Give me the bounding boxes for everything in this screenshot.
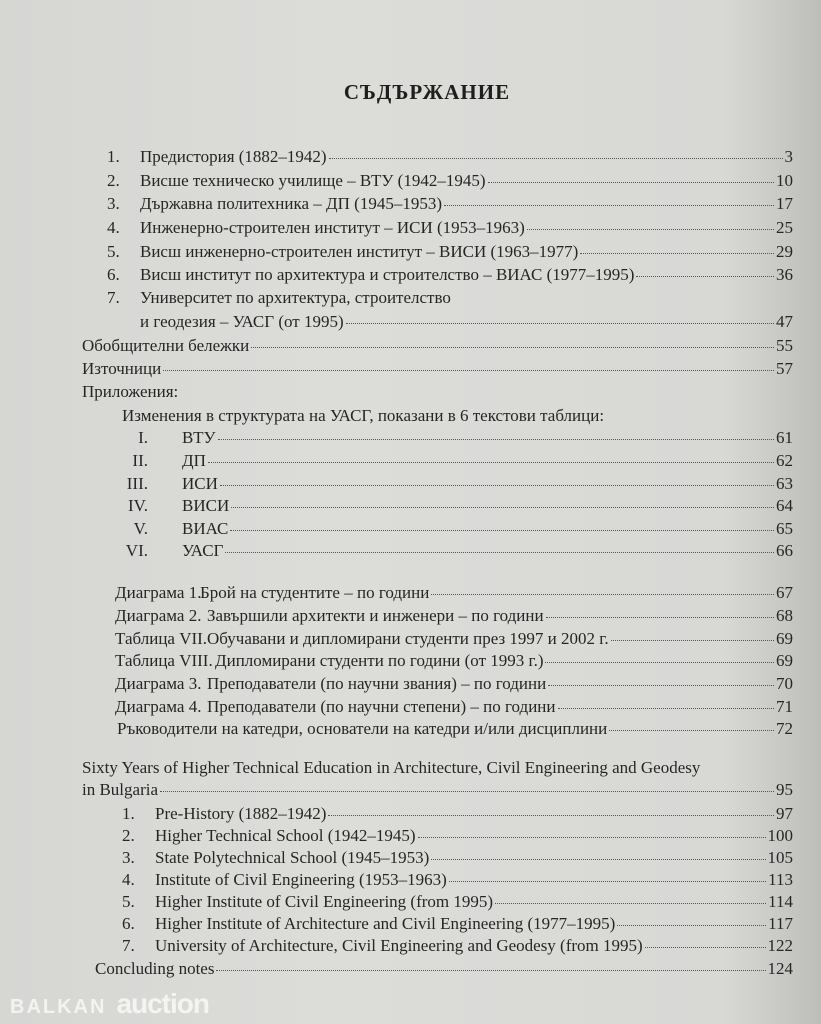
toc-entry xyxy=(117,719,793,739)
entry-label: ИСИ xyxy=(182,474,218,493)
entry-page: 114 xyxy=(768,892,793,911)
leader-dots xyxy=(495,903,766,904)
entry-number: 3. xyxy=(107,194,120,213)
entry-label: и геодезия – УАСГ (от 1995) xyxy=(140,312,344,331)
entry-number: IV. xyxy=(128,496,148,515)
leader-dots xyxy=(231,507,774,508)
entry-page: 55 xyxy=(776,336,793,355)
leader-dots xyxy=(328,815,774,816)
appendices-heading: Приложения: xyxy=(82,382,179,401)
entry-number: V. xyxy=(133,519,148,538)
toc-entry xyxy=(110,474,793,494)
toc-entry xyxy=(110,496,793,516)
entry-number: 3. xyxy=(122,848,135,867)
entry-label: Преподаватели (по научни звания) – по години xyxy=(207,674,547,693)
toc-entry xyxy=(122,936,793,956)
leader-dots xyxy=(346,323,774,324)
entry-label: Higher Technical School (1942–1945) xyxy=(155,826,416,845)
toc-entry xyxy=(122,892,793,912)
toc-entry-notes xyxy=(82,336,793,356)
leader-dots xyxy=(548,685,774,686)
entry-label: Дипломирани студенти по години (от 1993 г.) xyxy=(215,651,544,670)
entry-label: Concluding notes xyxy=(95,959,215,978)
entry-number: Таблица VIII. xyxy=(115,651,213,670)
entry-number: 6. xyxy=(107,265,120,284)
leader-dots xyxy=(609,730,774,731)
entry-number: Диаграма 1. xyxy=(115,583,202,602)
entry-page: 117 xyxy=(768,914,793,933)
entry-number: II. xyxy=(132,451,148,470)
entry-page: 122 xyxy=(767,936,793,955)
toc-entry xyxy=(110,541,793,561)
entry-page: 71 xyxy=(776,697,793,716)
entry-page: 3 xyxy=(784,147,793,166)
entry-label: Предистория (1882–1942) xyxy=(140,147,327,166)
toc-entry xyxy=(110,519,793,539)
entry-label: Висше техническо училище – ВТУ (1942–1945) xyxy=(140,171,486,190)
leader-dots xyxy=(230,530,774,531)
leader-dots xyxy=(220,485,774,486)
toc-entry xyxy=(107,171,793,191)
toc-entry xyxy=(122,826,793,846)
entry-page: 70 xyxy=(776,674,793,693)
entry-page: 17 xyxy=(776,194,793,213)
entry-label: Institute of Civil Engineering (1953–1963) xyxy=(155,870,447,889)
entry-page: 69 xyxy=(776,651,793,670)
leader-dots xyxy=(163,370,774,371)
entry-label: Ръководители на катедри, основатели на катедри и/или дисциплини xyxy=(117,719,608,738)
watermark-logo xyxy=(10,988,209,1020)
toc-entry xyxy=(107,218,793,238)
entry-page: 62 xyxy=(776,451,793,470)
entry-page: 72 xyxy=(776,719,793,738)
leader-dots xyxy=(329,158,783,159)
entry-page: 36 xyxy=(776,265,793,284)
entry-label: Обучавани и дипломирани студенти през 1997 и 2002 г. xyxy=(207,629,609,648)
toc-entry xyxy=(122,848,793,868)
entry-page: 113 xyxy=(768,870,793,889)
entry-label: Инженерно-строителен институт – ИСИ (1953–1963) xyxy=(140,218,525,237)
leader-dots xyxy=(545,662,774,663)
entry-number: VI. xyxy=(125,541,148,560)
leader-dots xyxy=(527,229,774,230)
entry-page: 69 xyxy=(776,629,793,648)
toc-entry xyxy=(115,606,793,626)
toc-entry-concluding xyxy=(95,959,793,979)
english-title-line2 xyxy=(82,780,793,800)
entry-label: Университет по архитектура, строителство xyxy=(140,288,451,307)
leader-dots xyxy=(208,462,774,463)
entry-number: Диаграма 2. xyxy=(115,606,202,625)
entry-page: 97 xyxy=(776,804,793,823)
toc-entry xyxy=(122,804,793,824)
appendices-intro: Изменения в структурата на УАСГ, показани в 6 текстови таблици: xyxy=(122,406,605,425)
toc-entry xyxy=(115,629,793,649)
entry-number: 2. xyxy=(107,171,120,190)
entry-label: Higher Institute of Architecture and Civil Engineering (1977–1995) xyxy=(155,914,616,933)
toc-entry xyxy=(107,265,793,285)
toc-entry xyxy=(107,242,793,262)
toc-entry-line2 xyxy=(140,312,793,332)
watermark-line1: BALKAN xyxy=(10,996,107,1018)
entry-label: ВИАС xyxy=(182,519,229,538)
entry-page: 47 xyxy=(776,312,793,331)
entry-number: Диаграма 4. xyxy=(115,697,202,716)
toc-entry xyxy=(122,870,793,890)
leader-dots xyxy=(160,791,774,792)
toc-entry xyxy=(122,914,793,934)
entry-number: I. xyxy=(138,428,148,447)
leader-dots xyxy=(488,182,775,183)
toc-entry xyxy=(107,194,793,214)
leader-dots xyxy=(617,925,766,926)
leader-dots xyxy=(645,947,766,948)
entry-page: 100 xyxy=(767,826,793,845)
toc-entry xyxy=(115,674,793,694)
entry-number: 7. xyxy=(107,288,120,307)
leader-dots xyxy=(444,205,774,206)
entry-page: 61 xyxy=(776,428,793,447)
entry-label: Висш инженерно-строителен институт – ВИСИ (1963–1977) xyxy=(140,242,579,261)
entry-number: 6. xyxy=(122,914,135,933)
entry-number: 4. xyxy=(107,218,120,237)
entry-label: in Bulgaria xyxy=(82,780,159,799)
entry-page: 65 xyxy=(776,519,793,538)
entry-page: 68 xyxy=(776,606,793,625)
leader-dots xyxy=(431,859,765,860)
leader-dots xyxy=(636,276,774,277)
entry-number: Диаграма 3. xyxy=(115,674,202,693)
entry-label: ВТУ xyxy=(182,428,216,447)
toc-entry-line1 xyxy=(107,288,451,308)
entry-page: 95 xyxy=(776,780,793,799)
entry-page: 63 xyxy=(776,474,793,493)
toc-entry xyxy=(115,583,793,603)
entry-label: Брой на студентите – по години xyxy=(200,583,430,602)
toc-entry xyxy=(115,651,793,671)
entry-number: 1. xyxy=(107,147,120,166)
leader-dots xyxy=(218,439,774,440)
entry-number: 2. xyxy=(122,826,135,845)
entry-number: 4. xyxy=(122,870,135,889)
leader-dots xyxy=(225,552,774,553)
page-title: СЪДЪРЖАНИЕ xyxy=(343,80,511,104)
entry-number: 7. xyxy=(122,936,135,955)
leader-dots xyxy=(558,708,775,709)
leader-dots xyxy=(546,617,774,618)
entry-label: Източници xyxy=(82,359,162,378)
entry-page: 25 xyxy=(776,218,793,237)
entry-label: Обобщителни бележки xyxy=(82,336,250,355)
toc-entry xyxy=(110,451,793,471)
entry-label: Преподаватели (по научни степени) – по години xyxy=(207,697,556,716)
toc-entry xyxy=(107,147,793,167)
leader-dots xyxy=(251,347,774,348)
entry-page: 67 xyxy=(776,583,793,602)
entry-page: 66 xyxy=(776,541,793,560)
entry-page: 124 xyxy=(767,959,793,978)
watermark-line2: auction xyxy=(116,988,209,1019)
entry-page: 57 xyxy=(776,359,793,378)
leader-dots xyxy=(431,594,774,595)
entry-label: УАСГ xyxy=(182,541,224,560)
entry-number: 1. xyxy=(122,804,135,823)
entry-number: III. xyxy=(126,474,148,493)
leader-dots xyxy=(449,881,766,882)
entry-page: 64 xyxy=(776,496,793,515)
entry-label: Висш институт по архитектура и строителство – ВИАС (1977–1995) xyxy=(140,265,635,284)
entry-number: 5. xyxy=(122,892,135,911)
entry-label: ДП xyxy=(182,451,206,470)
entry-label: Държавна политехника – ДП (1945–1953) xyxy=(140,194,442,213)
leader-dots xyxy=(216,970,765,971)
entry-label: ВИСИ xyxy=(182,496,230,515)
toc-entry xyxy=(110,428,793,448)
entry-number: Таблица VII. xyxy=(115,629,208,648)
entry-page: 105 xyxy=(767,848,793,867)
english-title-line1: Sixty Years of Higher Technical Education in Architecture, Civil Engineering and Geodesy xyxy=(82,758,701,777)
entry-label: Завършили архитекти и инженери – по години xyxy=(207,606,544,625)
leader-dots xyxy=(611,640,774,641)
toc-entry-sources xyxy=(82,359,793,379)
leader-dots xyxy=(580,253,774,254)
leader-dots xyxy=(418,837,766,838)
entry-label: Higher Institute of Civil Engineering (from 1995) xyxy=(155,892,494,911)
entry-page: 10 xyxy=(776,171,793,190)
toc-entry xyxy=(115,697,793,717)
entry-label: Pre-History (1882–1942) xyxy=(155,804,327,823)
entry-label: University of Architecture, Civil Engineering and Geodesy (from 1995) xyxy=(155,936,643,955)
entry-page: 29 xyxy=(776,242,793,261)
entry-label: State Polytechnical School (1945–1953) xyxy=(155,848,430,867)
entry-number: 5. xyxy=(107,242,120,261)
